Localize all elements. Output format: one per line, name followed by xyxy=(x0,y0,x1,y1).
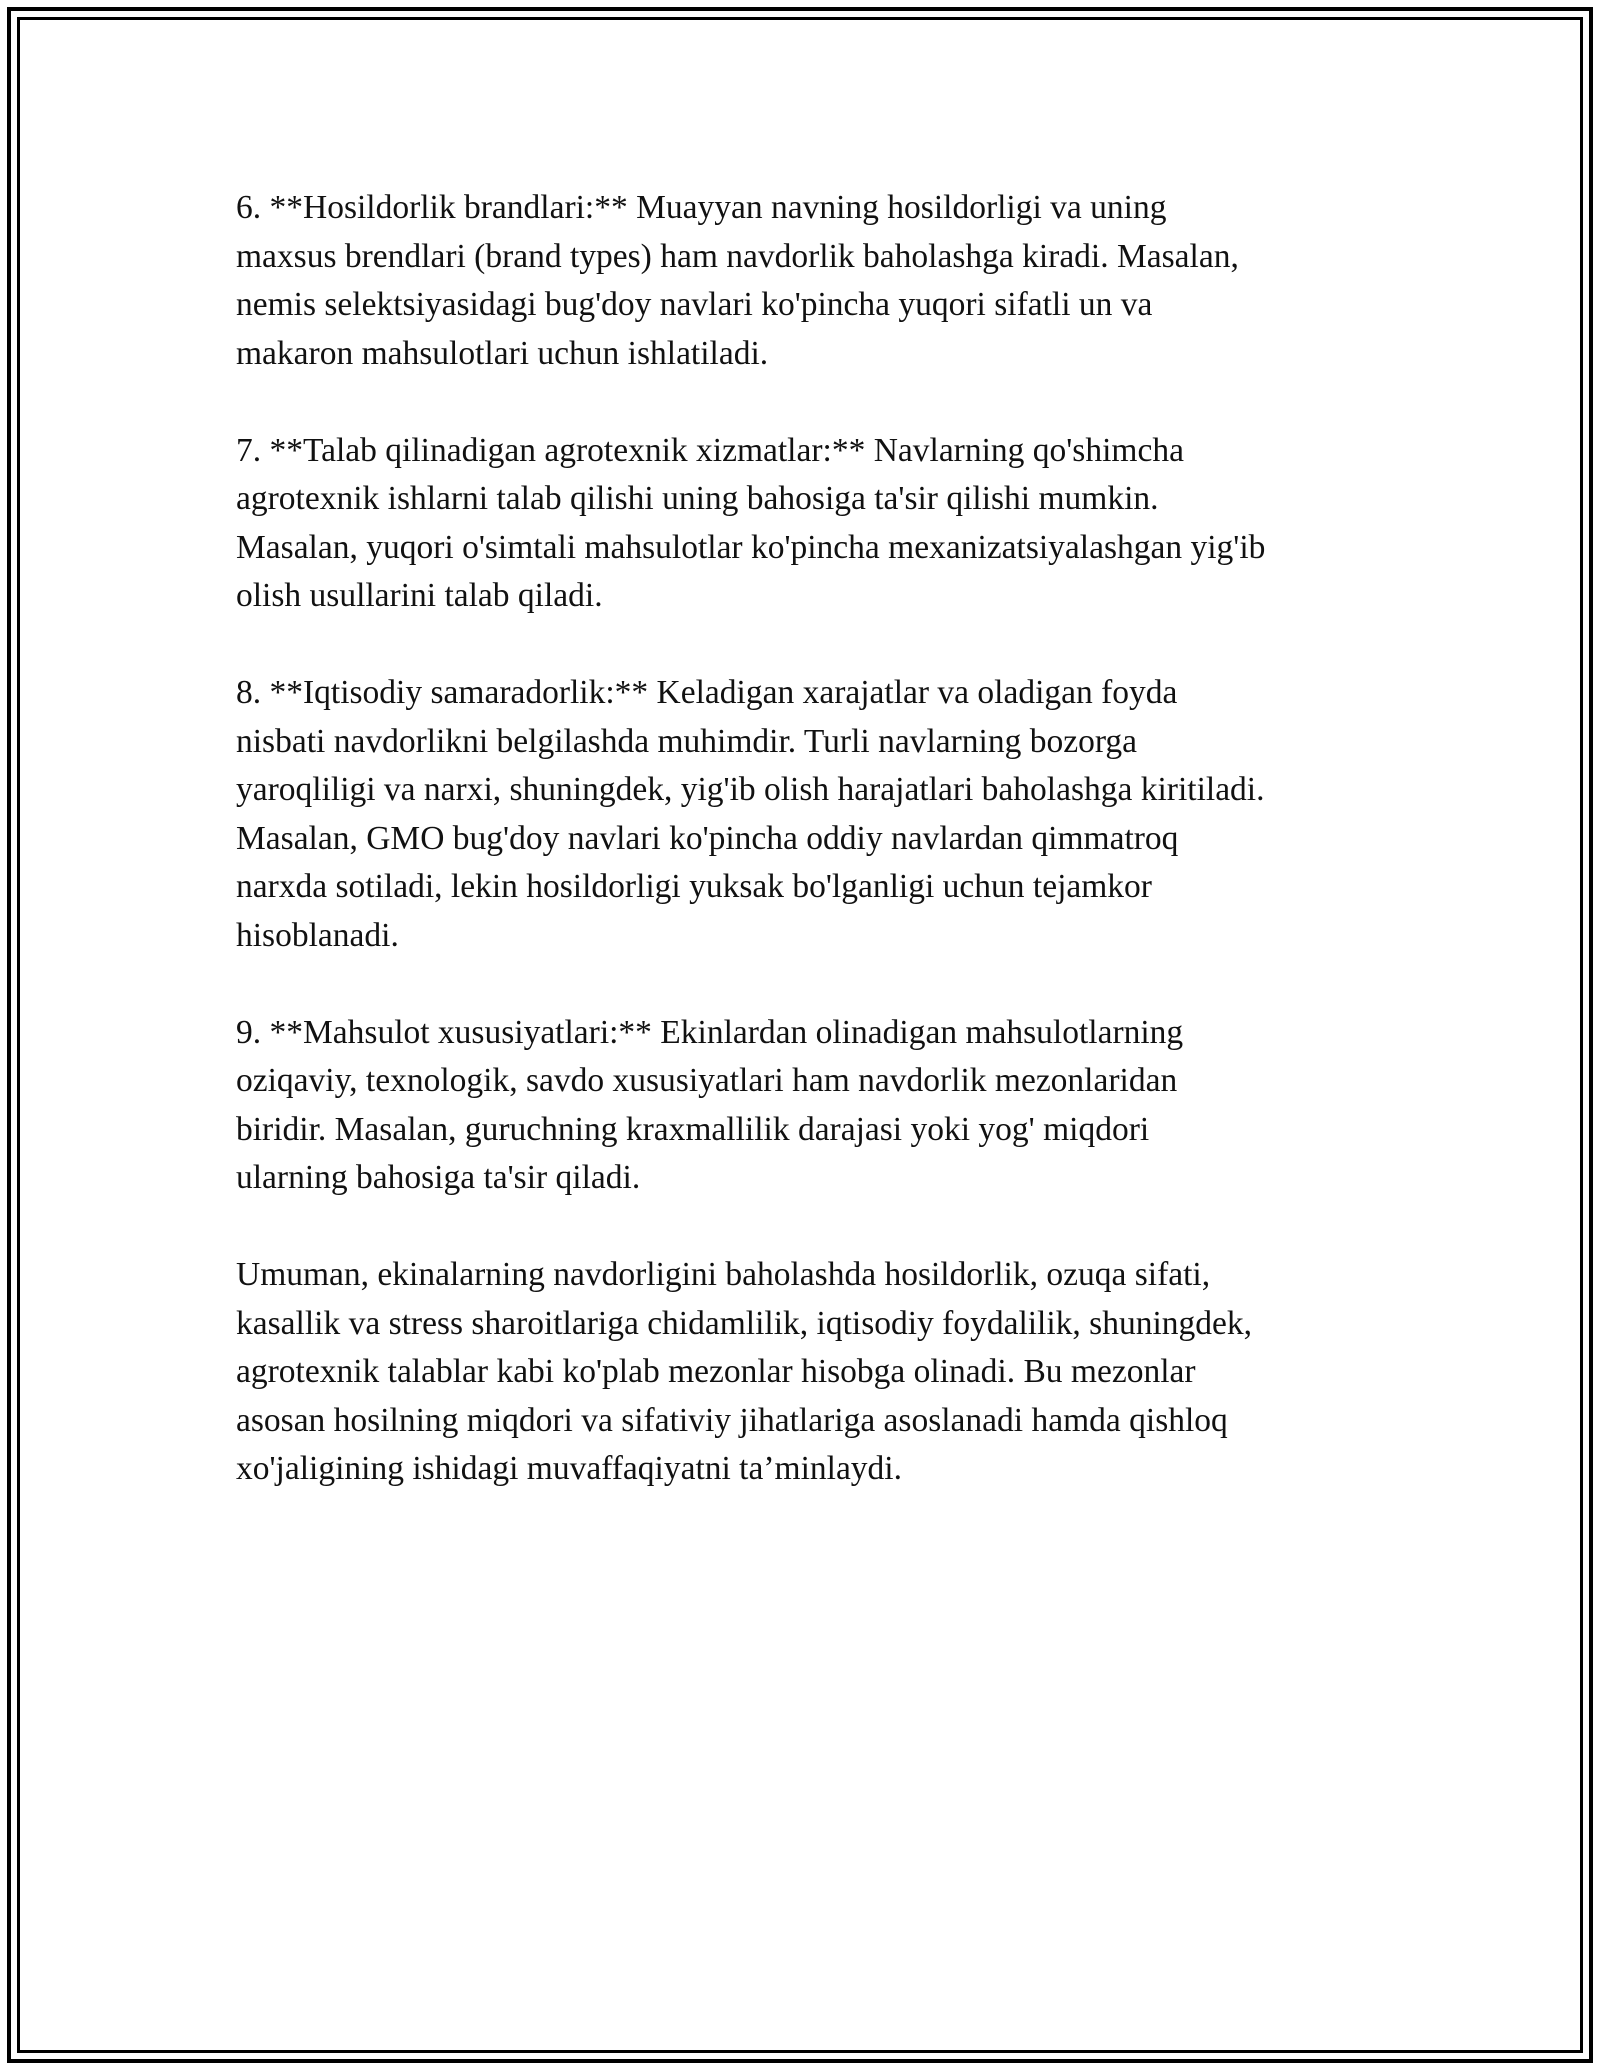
document-body xyxy=(236,184,1386,1494)
paragraph-item-6: 6. **Hosildorlik brandlari:** Muayyan navning hosildorligi va uning maxsus brendlari (brand types) ham navdorlik baholashga kiradi. Masalan, nemis selektsiyasidagi bug'doy navlari ko'pincha yuqori sifatli un va makaron mahsulotlari uchun ishlatiladi. xyxy=(236,189,1239,372)
paragraph-item-9: 9. **Mahsulot xususiyatlari:** Ekinlardan olinadigan mahsulotlarning oziqaviy, texnologik, savdo xususiyatlari ham navdorlik mezonlaridan biridir. Masalan, guruchning kraxmallilik darajasi yoki yog' miqdori ularning bahosiga ta'sir qiladi. xyxy=(236,1013,1184,1196)
paragraph-item-7: 7. **Talab qilinadigan agrotexnik xizmatlar:** Navlarning qo'shimcha agrotexnik ishlarni talab qilishi uning bahosiga ta'sir qilishi mumkin. Masalan, yuqori o'simtali mahsulotlar ko'pincha mexanizatsiyalashgan yig'ib olish usullarini talab qiladi. xyxy=(236,431,1266,614)
paragraph-item-8: 8. **Iqtisodiy samaradorlik:** Keladigan xarajatlar va oladigan foyda nisbati navdorlikni belgilashda muhimdir. Turli navlarning bozorga yaroqliligi va narxi, shuningdek, yig'ib olish harajatlari baholashga kiritiladi. Masalan, GMO bug'doy navlari ko'pincha oddiy navlardan qimmatroq narxda sotiladi, lekin hosildorligi yuksak bo'lganligi uchun tejamkor hisoblanadi. xyxy=(236,674,1265,954)
paragraph-conclusion: Umuman, ekinalarning navdorligini baholashda hosildorlik, ozuqa sifati, kasallik va stress sharoitlariga chidamlilik, iqtisodiy foydalilik, shuningdek, agrotexnik talablar kabi ko'plab mezonlar hisobga olinadi. Bu mezonlar asosan hosilning miqdori va sifativiy jihatlariga asoslanadi hamda qishloq xo'jaligining ishidagi muvaffaqiyatni ta’minlaydi. xyxy=(236,1256,1253,1487)
